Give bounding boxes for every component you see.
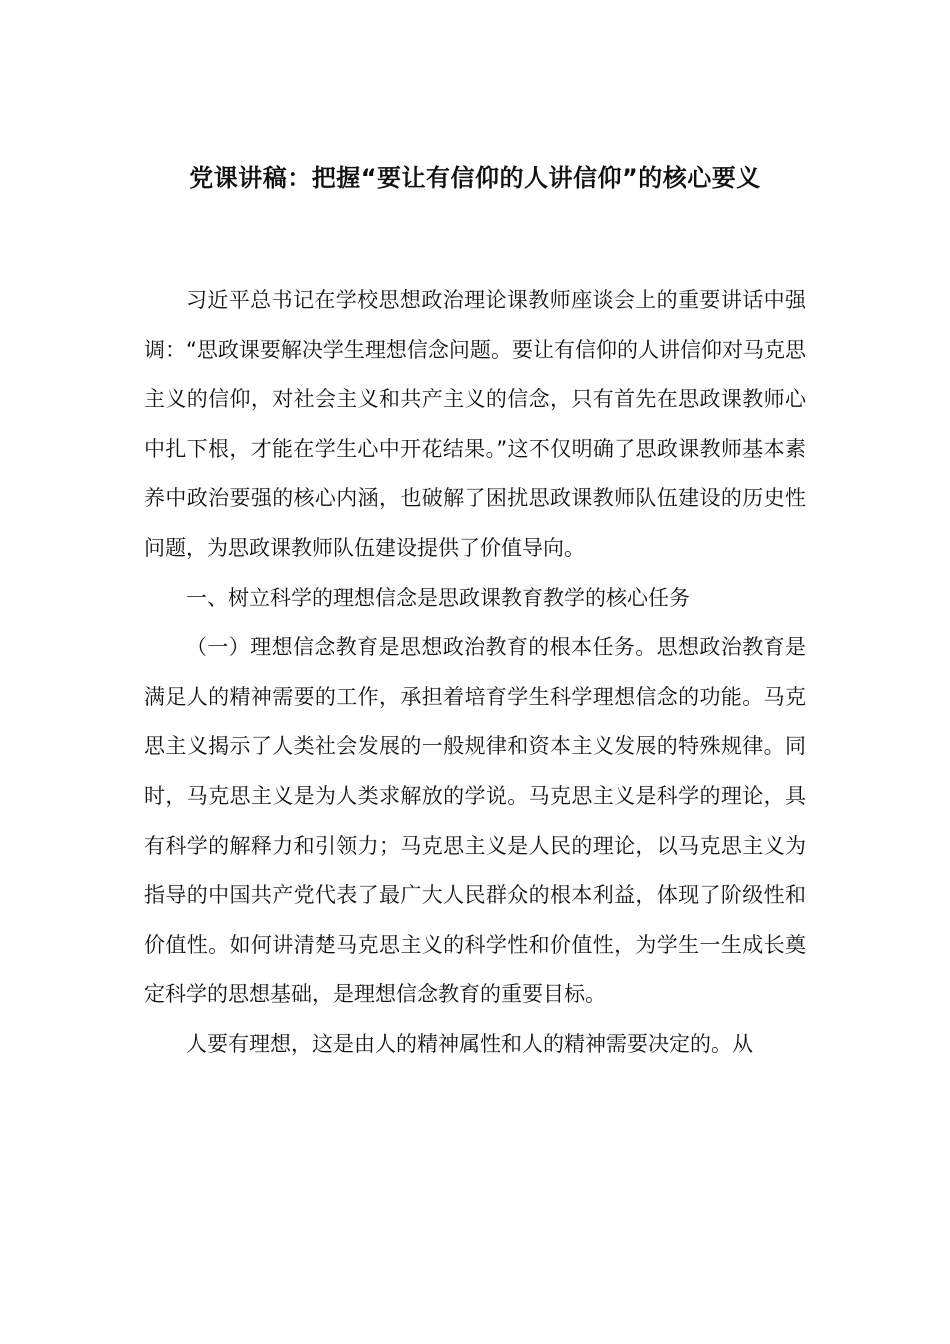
document-title: 党课讲稿：把握“要让有信仰的人讲信仰”的核心要义 (189, 164, 761, 192)
section-heading-1: 一、树立科学的理想信念是思政课教育教学的核心任务 (186, 585, 690, 610)
paragraph-subsection-1: （一）理想信念教育是思想政治教育的根本任务。思想政治教育是满足人的精神需要的工作，承担着培育学生科学理想信念的功能。马克思主义揭示了人类社会发展的一般规律和资本主义发展的特殊规律。同时，马克思主义是为人类求解放的学说。马克思主义是科学的理论，具有科学的解释力和引领力；马克思主义是人民的理论，以马克思主义为指导的中国共产党代表了最广大人民群众的根本利益，体现了阶级性和价值性。如何讲清楚马克思主义的科学性和价值性，为学生一生成长奠定科学的思想基础，是理想信念教育的重要目标。 (144, 635, 806, 1007)
paragraph-intro: 习近平总书记在学校思想政治理论课教师座谈会上的重要讲话中强调：“思政课要解决学生理想信念问题。要让有信仰的人讲信仰对马克思主义的信仰，对社会主义和共产主义的信念，只有首先在思政课教师心中扎下根，才能在学生心中开花结果。”这不仅明确了思政课教师基本素养中政治要强的核心内涵，也破解了困扰思政课教师队伍建设的历史性问题，为思政课教师队伍建设提供了价值导向。 (144, 288, 806, 560)
paragraph-continuation: 人要有理想，这是由人的精神属性和人的精神需要决定的。从 (186, 1031, 753, 1056)
document-body (144, 276, 806, 1070)
